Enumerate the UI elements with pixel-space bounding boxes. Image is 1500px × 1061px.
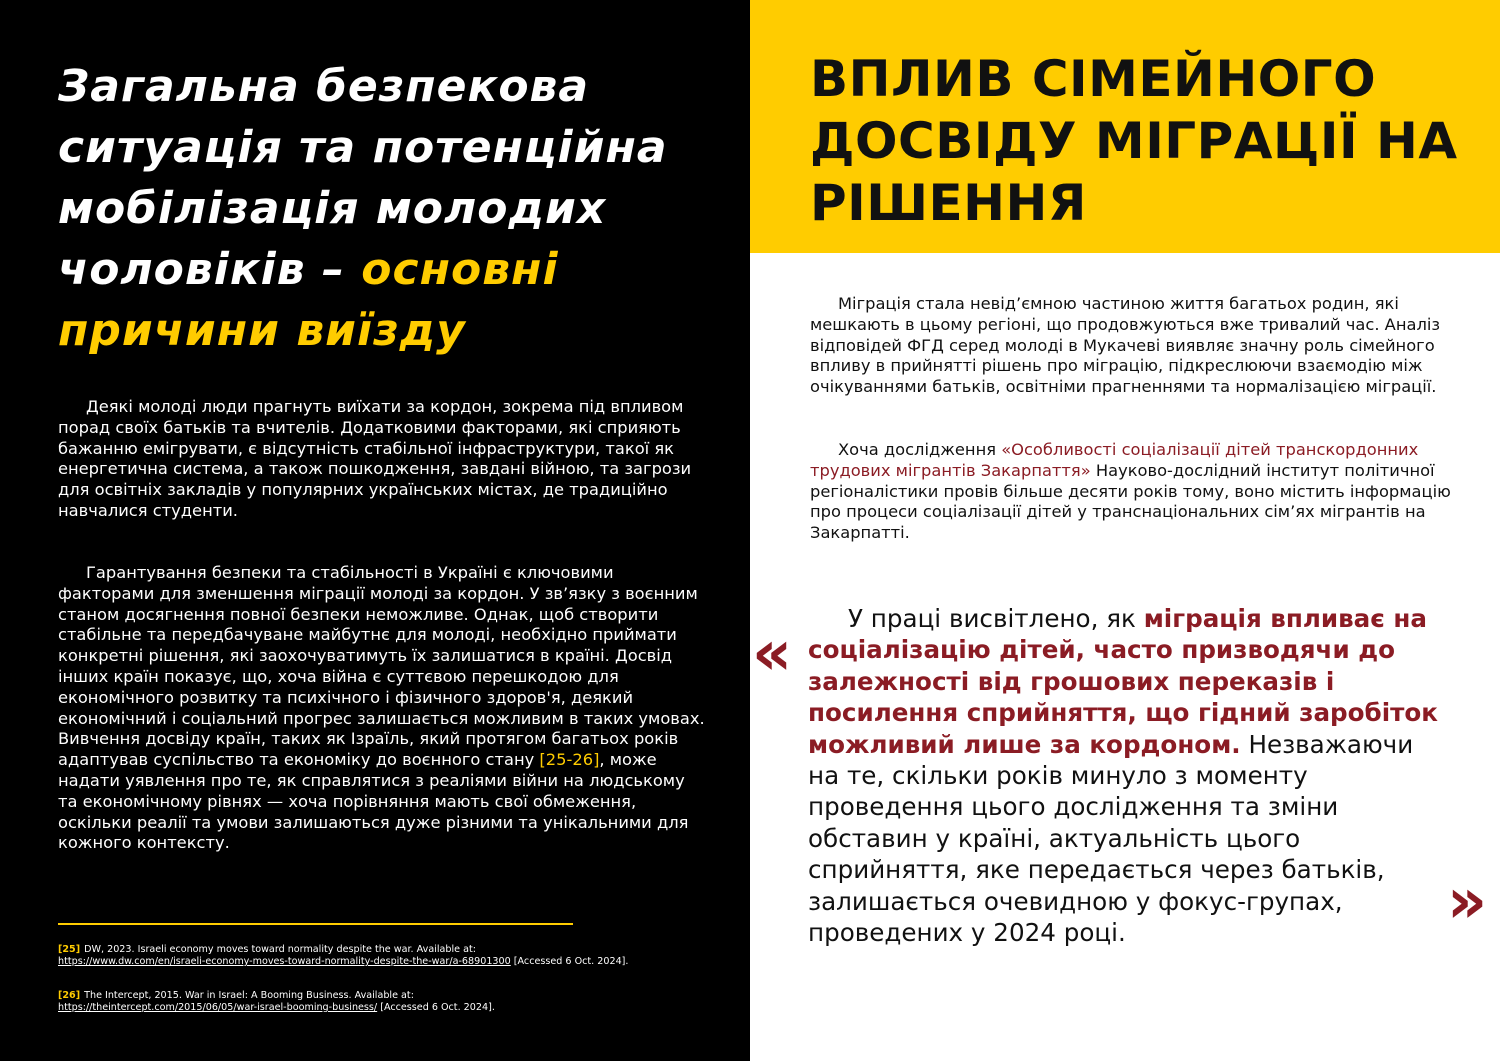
footnote-link[interactable]: https://www.dw.com/en/israeli-economy-moves-toward-normality-despite-the-war/a-68901300 (58, 956, 511, 967)
right-paragraph-1: Міграція стала невід’ємною частиною життя багатьох родин, які мешкають в цьому регіоні, що продовжуються вже тривалий час. Аналіз відповідей ФГД серед молоді в Мукачеві виявляє значну роль сімейного впливу в прийнятті рішень про міграцію, підкреслюючи взаємодію між очікуваннями батьків, освітніми прагненнями та нормалізацією міграції. (810, 294, 1441, 397)
quote-close-mark-icon: » (1447, 864, 1488, 937)
left-paragraph-2 (58, 563, 708, 854)
paragraph-2-prefix: Хоча дослідження (838, 440, 1002, 459)
right-page (750, 0, 1500, 1061)
footnote-text: DW, 2023. Israeli economy moves toward normality despite the war. Available at: (84, 944, 476, 955)
reference-25-26[interactable]: [25-26] (539, 750, 600, 770)
left-paragraph-1: Деякі молоді люди прагнуть виїхати за кордон, зокрема під впливом порад своїх батьків та вчителів. Додатковими факторами, які сприяють бажанню емігрувати, є відсутність стабільної інфраструктури, такої як енергетична система, а також пошкодження, завдані війною, та загрози для освітніх закладів у популярних українських містах, де традиційно навчалися студенти. (58, 397, 692, 520)
right-paragraph-2 (810, 440, 1460, 544)
footnote-26 (58, 990, 678, 1014)
footnote-25 (58, 944, 678, 968)
title-band (750, 0, 1500, 253)
pull-quote (808, 603, 1448, 948)
footnote-access: [Accessed 6 Oct. 2024]. (510, 956, 629, 967)
quote-emphasis: міграція впливає на соціалізацію дітей, часто призводячи до залежності від грошових переказів і посилення сприйняття, що гідний заробіток можливий лише за кордоном. (808, 604, 1438, 759)
title-highlight: основні причини виїзду (58, 244, 559, 356)
right-page-title: ВПЛИВ СІМЕЙНОГО ДОСВІДУ МІГРАЦІЇ НА РІШЕННЯ (810, 50, 1458, 232)
left-paragraph-2-part-1: Гарантування безпеки та стабільності в Україні є ключовими факторами для зменшення міграції молоді за кордон. У зв’язку з воєнним станом досягнення повної безпеки неможливе. Однак, щоб створити стабільне та передбачуване майбутнє для молоді, необхідно приймати конкретні рішення, які заохочуватимуть їх залишатися в країні. Досвід інших країн показує, що, хоча війна є суттєвою перешкодою для економічного розвитку та психічного і фізичного здоров'я, деякий економічний і соціальний прогрес залишається можливим в таких умовах. Вивчення досвіду країн, таких як Ізраїль, який протягом багатьох років адаптував суспільство та економіку до воєнного стану (58, 563, 705, 770)
left-page-title (58, 56, 738, 361)
quote-lead: У праці висвітлено, як (848, 604, 1144, 633)
footnote-access: [Accessed 6 Oct. 2024]. (377, 1002, 495, 1013)
study-title-link[interactable]: «Особливості соціалізації дітей транскордонних трудових мігрантів Закарпаття» (810, 440, 1419, 480)
paragraph-2-suffix: Науково-дослідний інститут політичної регіоналістики провів більше десяти років тому, воно містить інформацію про процеси соціалізації дітей у транснаціональних сім’ях мігрантів на Закарпатті. (810, 460, 1451, 543)
quote-open-mark-icon: « (752, 616, 793, 689)
footnote-link[interactable]: https://theintercept.com/2015/06/05/war-israel-booming-business/ (58, 1002, 378, 1013)
footnote-text: The Intercept, 2015. War in Israel: A Booming Business. Available at: (84, 990, 414, 1001)
left-paragraph-2-part-2: , може надати уявлення про те, як справлятися з реаліями війни на людському та економічному рівнях — хоча порівняння мають свої обмеження, оскільки реалії та умови залишаються дуже різними та унікальними для кожного контексту. (58, 750, 689, 853)
quote-rest: Незважаючи на те, скільки років минуло з моменту проведення цього дослідження та зміни обставин у країні, актуальність цього сприйняття, яке передається через батьків, залишається очевидною у фокус-групах, проведених у 2024 році. (808, 729, 1414, 948)
title-main: Загальна безпекова ситуація та потенційна мобілізація молодих чоловіків – (58, 61, 668, 295)
footnote-number: [26] (58, 990, 81, 1001)
footnote-number: [25] (58, 944, 81, 955)
footnote-divider (58, 923, 573, 925)
